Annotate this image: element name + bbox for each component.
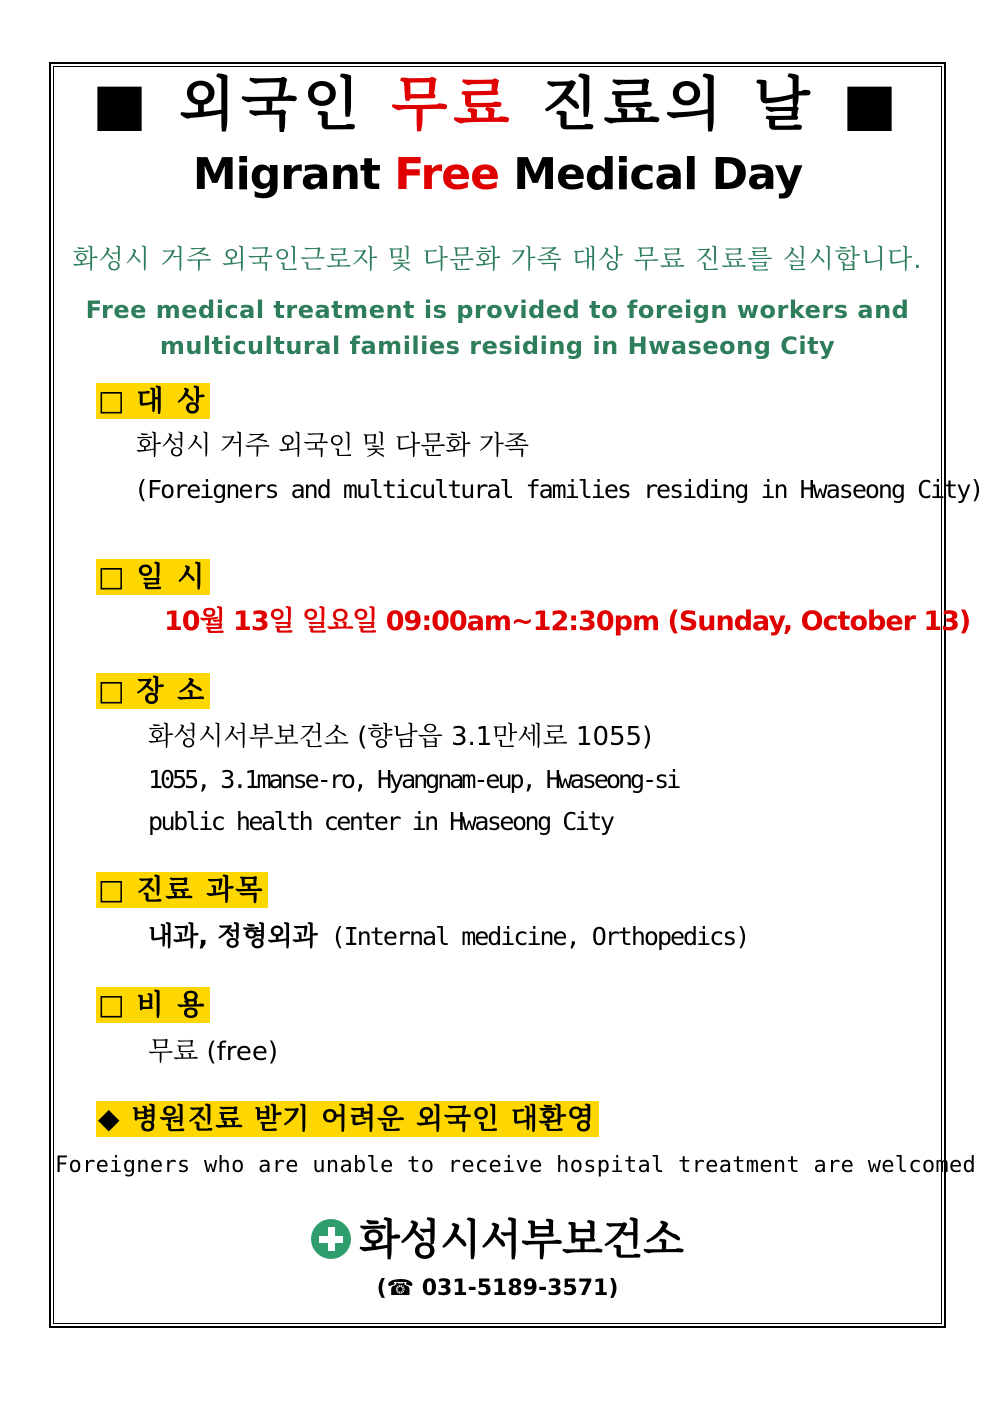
square-outline-icon: □	[98, 560, 127, 593]
place-line1: 화성시서부보건소 (향남읍 3.1만세로 1055)	[148, 722, 653, 752]
title-ko-highlight: 무료	[391, 70, 516, 138]
section-heading-label: 비 용	[136, 988, 207, 1021]
welcome-heading: ◆ 병원진료 받기 어려운 외국인 대환영	[96, 1101, 599, 1137]
place-line2: 1055, 3.1manse-ro, Hyangnam-eup, Hwaseong-si	[148, 765, 679, 794]
section-heading-date	[96, 559, 210, 595]
intro-korean: 화성시 거주 외국인근로자 및 다문화 가족 대상 무료 진료를 실시합니다.	[72, 245, 923, 275]
square-outline-icon: □	[98, 674, 127, 707]
footer-organization	[53, 1212, 942, 1268]
square-outline-icon: □	[98, 988, 127, 1021]
title-en-part1: Migrant	[192, 149, 395, 200]
section-heading-label: 장 소	[136, 674, 207, 707]
intro-english	[53, 292, 942, 364]
target-line1: 화성시 거주 외국인 및 다문화 가족	[136, 431, 529, 461]
title-ko-part2: 진료의 날 ■	[515, 70, 903, 138]
date-line: 10월 13일 일요일 09:00am~12:30pm (Sunday, October 13)	[164, 606, 971, 637]
title-english	[53, 146, 942, 204]
welcome-english: Foreigners who are unable to receive hospital treatment are welcomed	[55, 1153, 977, 1178]
health-center-cross-logo-icon	[311, 1219, 351, 1259]
square-outline-icon: □	[98, 873, 127, 906]
section-heading-label: 진료 과목	[136, 873, 265, 906]
title-en-part2: Medical Day	[498, 149, 803, 200]
section-heading-label: 대 상	[136, 384, 207, 417]
square-outline-icon: □	[98, 384, 127, 417]
title-en-highlight: Free	[394, 149, 499, 200]
cost-line: 무료 (free)	[148, 1037, 279, 1067]
intro-en-line1: Free medical treatment is provided to foreign workers and	[85, 296, 910, 324]
place-line3: public health center in Hwaseong City	[148, 807, 613, 836]
title-ko-part1: ■ 외국인	[92, 70, 392, 138]
intro-en-line2: multicultural families residing in Hwaseong City	[159, 332, 836, 360]
target-line2: (Foreigners and multicultural families residing in Hwaseong City)	[134, 475, 983, 504]
footer-phone: (☎ 031-5189-3571)	[376, 1276, 619, 1301]
organization-name: 화성시서부보건소	[359, 1215, 684, 1264]
section-heading-target	[96, 383, 210, 419]
section-heading-cost	[96, 987, 210, 1023]
subjects-en: (Internal medicine, Orthopedics)	[317, 922, 749, 951]
section-heading-subjects	[96, 872, 268, 908]
subjects-line	[148, 918, 748, 956]
title-korean	[53, 66, 942, 142]
subjects-ko: 내과, 정형외과	[148, 922, 318, 952]
section-heading-place	[96, 673, 210, 709]
section-heading-label: 일 시	[136, 560, 207, 593]
